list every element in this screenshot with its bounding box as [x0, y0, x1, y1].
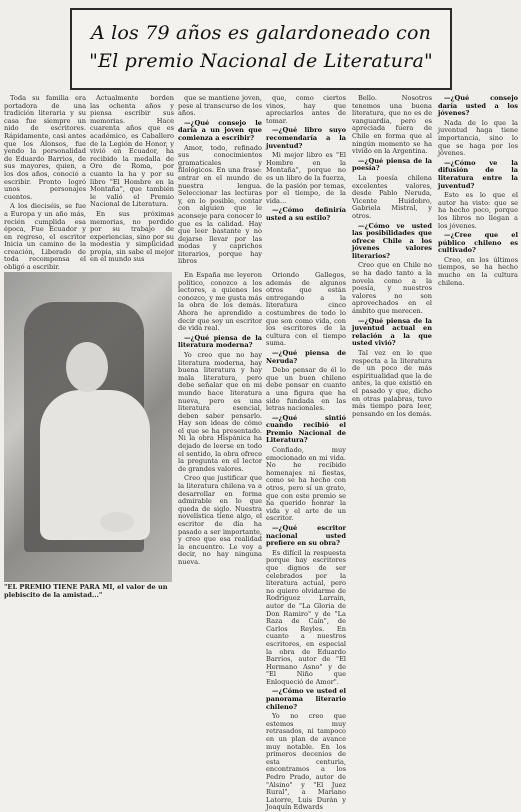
photo-figure-body — [40, 390, 150, 540]
paragraph: Nada de lo que la juventud haga tiene importancia, sino lo que se haga por los jóvenes. — [438, 118, 518, 158]
column-4-lower — [266, 271, 346, 812]
paragraph: Yo no creo que estemos muy retrasados, ni tampoco en un plan de avance muy notable. En los primeros decenios de esta centuria, encontramos a los Pedro Prado, autor de "Alsino" y "El Juez Rural", a Mariano Latorre, Luis Durán y Joaquín Edwards — [266, 712, 346, 812]
paragraph: La poesía chilena excelentes valores, desde Pablo Neruda, Vicente Huidobro, Gabriela Mistral, y otros. — [352, 173, 432, 220]
paragraph: A los dieciséis, se fue a Europa y un año más, recién cumplida esa época, Fue Ecuador y en regreso, el escritor Inicia un camino de la creación, Liberado de toda recompensa el obligó a escribir. — [4, 202, 86, 272]
column-6 — [438, 95, 518, 585]
interview-question: —¿Cómo ve usted el panorama literario chileno? — [266, 687, 346, 711]
interview-question: —¿Qué piensa de la literatura moderna? — [178, 333, 262, 350]
column-4 — [266, 95, 346, 270]
photo-figure-head — [66, 342, 108, 392]
photo-figure-hand — [100, 512, 134, 532]
column-2 — [90, 95, 174, 270]
photo-caption: "EL PREMIO TIENE PARA MI, el valor de un plebiscito de la amistad..." — [4, 583, 168, 599]
interview-question: —¿Qué escritor nacional usted prefiere en su obra? — [266, 524, 346, 548]
interview-question: —¿Qué consejo daría usted a los jóvenes? — [438, 94, 518, 118]
headline-line-2: "El premio Nacional de Literatura" — [89, 50, 433, 72]
paragraph: Creo, en los últimos tiempos, se ha hecho mucho en la cultura chilena. — [438, 255, 518, 287]
paragraph: Yo creo que no hay literatura moderna, hay buena literatura y hay mala literatura, pero debe señalar que en mi mundo hace literatura nueva, pero es una literatura esencial, deben saber pensarlo. Hay son ideas de cómo el que se ha presentado. Ni la obra Hispánica ha dejado de leerse en todo el sentido, la obra ofrece la pregunta en el lector de grandes valores. — [178, 350, 262, 473]
paragraph: Confiado, muy emocionado en mi vida. No he recibido homenajes ni fiestas, como se ha hecho con otros, pero sí un grato, que con este premio se ha querido honrar la vida y el arte de un escritor. — [266, 446, 346, 523]
interview-question: —¿Cómo ve la difusión de la literatura entre la juventud? — [438, 158, 518, 190]
paragraph: Es difícil la respuesta porque hay escritores que dignos de ser celebrados por la literatura actual, pero no quiero olvidarme de Rodríguez Larraín, autor de "La Gloria de Don Ramiro" y de "La Raza de Caín", de Carlos Reyles. En cuanto a nuestros escritores, en especial la obra de Eduardo Barrios, autor de "El Hermano Asno" y de "El Niño que Enloqueció de Amor". — [266, 548, 346, 686]
interview-question: —¿Qué sintió cuando recibió el Premio Nacional de Literatura? — [266, 413, 346, 445]
headline-box — [70, 8, 452, 90]
paragraph: Esto es lo que el autor ha visto: que se ha hecho poco, porque los libros no llegan a los jóvenes. — [438, 191, 518, 230]
paragraph: Tal vez en lo que respecta a la literatura de un poco de más espiritualidad que la de antes, la que existió en el pasado y que, dicho en otras palabras, tuvo más tiempo para leer, pensando en los demás. — [352, 349, 432, 418]
interview-question: —¿Qué libro suyo recomendaría a la juventud? — [266, 126, 346, 150]
paragraph: Toda su familia era portadora de una tradición literaria y su casa fue siempre un nido de escritores. Rápidamente, casi antes que los Alonsos, fue yendo la personalidad de Eduardo Barrios, de sus mayores, quien, a los dos años, conoció a escribir. Pronto logró unos personajes cuentos. — [4, 94, 87, 201]
interview-question: —¿Qué piensa de la poesía? — [352, 156, 432, 173]
paragraph: Debo pensar de él lo que un buen chileno debe pensar en cuanto a una figura que ha sido fundada en las letras nacionales. — [266, 366, 346, 413]
paragraph: En España me leyeron político, conozco a los lectores, a quienes les conozco, y me gusta más la obra de los demás. Ahora he aprendido a decir que soy un escritor de vida real. — [178, 271, 262, 333]
headline-line-1: A los 79 años es galardoneado con — [90, 22, 432, 44]
author-photo — [4, 272, 172, 582]
interview-question: —¿Qué piensa de Neruda? — [266, 348, 346, 365]
paragraph: En sus próximas memorias, no perdido por su trabajo de experiencias, sino por su modestia y simplicidad propia, sin sabe el mejor en el mundo sus — [90, 209, 174, 264]
interview-question: —¿Cómo definiría usted a su estilo? — [266, 206, 346, 222]
paragraph: Mi mejor libro es "El Hombre en la Montaña", porque no es un libro de la fuerza, de la pasión por temas, por el tiempo, de la vida... — [266, 151, 346, 205]
interview-question: —¿Cómo ve usted las posibilidades que ofrece Chile a los jóvenes valores literarios? — [352, 221, 432, 260]
paragraph: que, como ciertos vinos, hay que apreciarlos antes de tomar. — [266, 94, 346, 125]
paragraph: Bello. Nosotros tenemos una buena literatura, que no es de vanguardia, pero es apreciada fuera de Chile en forma que al ningún momento se ha vivido en la Argentina. — [352, 94, 432, 156]
interview-question: —¿Cree que el público chileno es cultivado? — [438, 231, 518, 255]
paragraph: Amor, todo, refinado sus conocimientos gramaticales y filológicos. En una frase: entrar en el mundo de nuestra lengua. Seleccionar las lecturas y, en lo posible, contar con alguien que le aconseje para conocer lo que es la calidad. Hay que leer bastante y no dejarse llevar por las modas y caprichos literarios, porque hay libros — [178, 143, 262, 266]
paragraph: Actualmente borden las ochenta años y piensa escribir sus memorias. Hace cuarenta años que es académico, es Caballero de la Legión de Honor, y vivió en Ecuador, ha recibido la medalla de Oro de Roma, por cuanto la ha y por su libro "El Hombre en la Montaña", que también le valió el Premio Nacional de Literatura. — [90, 94, 174, 209]
column-3-lower — [178, 272, 262, 592]
column-1 — [4, 95, 86, 270]
paragraph: Creo que en Chile no se ha dado tanto a la novela como a la poesía, y nuestros valores no son aprovechados en el ámbito que merecen. — [352, 261, 432, 316]
paragraph: que se mantiene joven, pese al transcurso de los años. — [178, 94, 262, 118]
paragraph: Creo que justificar que la literatura chilena va a desarrollar en forma admirable en lo que queda de siglo. Nuestra novelística tiene algo, el escritor de día ha pasado a ser importante, y creo que esa realidad la encuentro. Le voy a decir, no hay ninguna nueva. — [178, 474, 262, 566]
paragraph: Oriondo Gallegos, además de algunos otros que están entregando a la literatura cinco costumbres de todo lo que son como vida, con los escritores de la cultura con el tiempo suma. — [266, 271, 346, 348]
column-3 — [178, 95, 262, 270]
interview-question: —¿Qué piensa de la juventud actual en relación a la que usted vivió? — [352, 316, 432, 348]
interview-question: —¿Qué consejo le daría a un joven que comienza a escribir? — [178, 118, 262, 142]
column-5 — [352, 95, 432, 585]
